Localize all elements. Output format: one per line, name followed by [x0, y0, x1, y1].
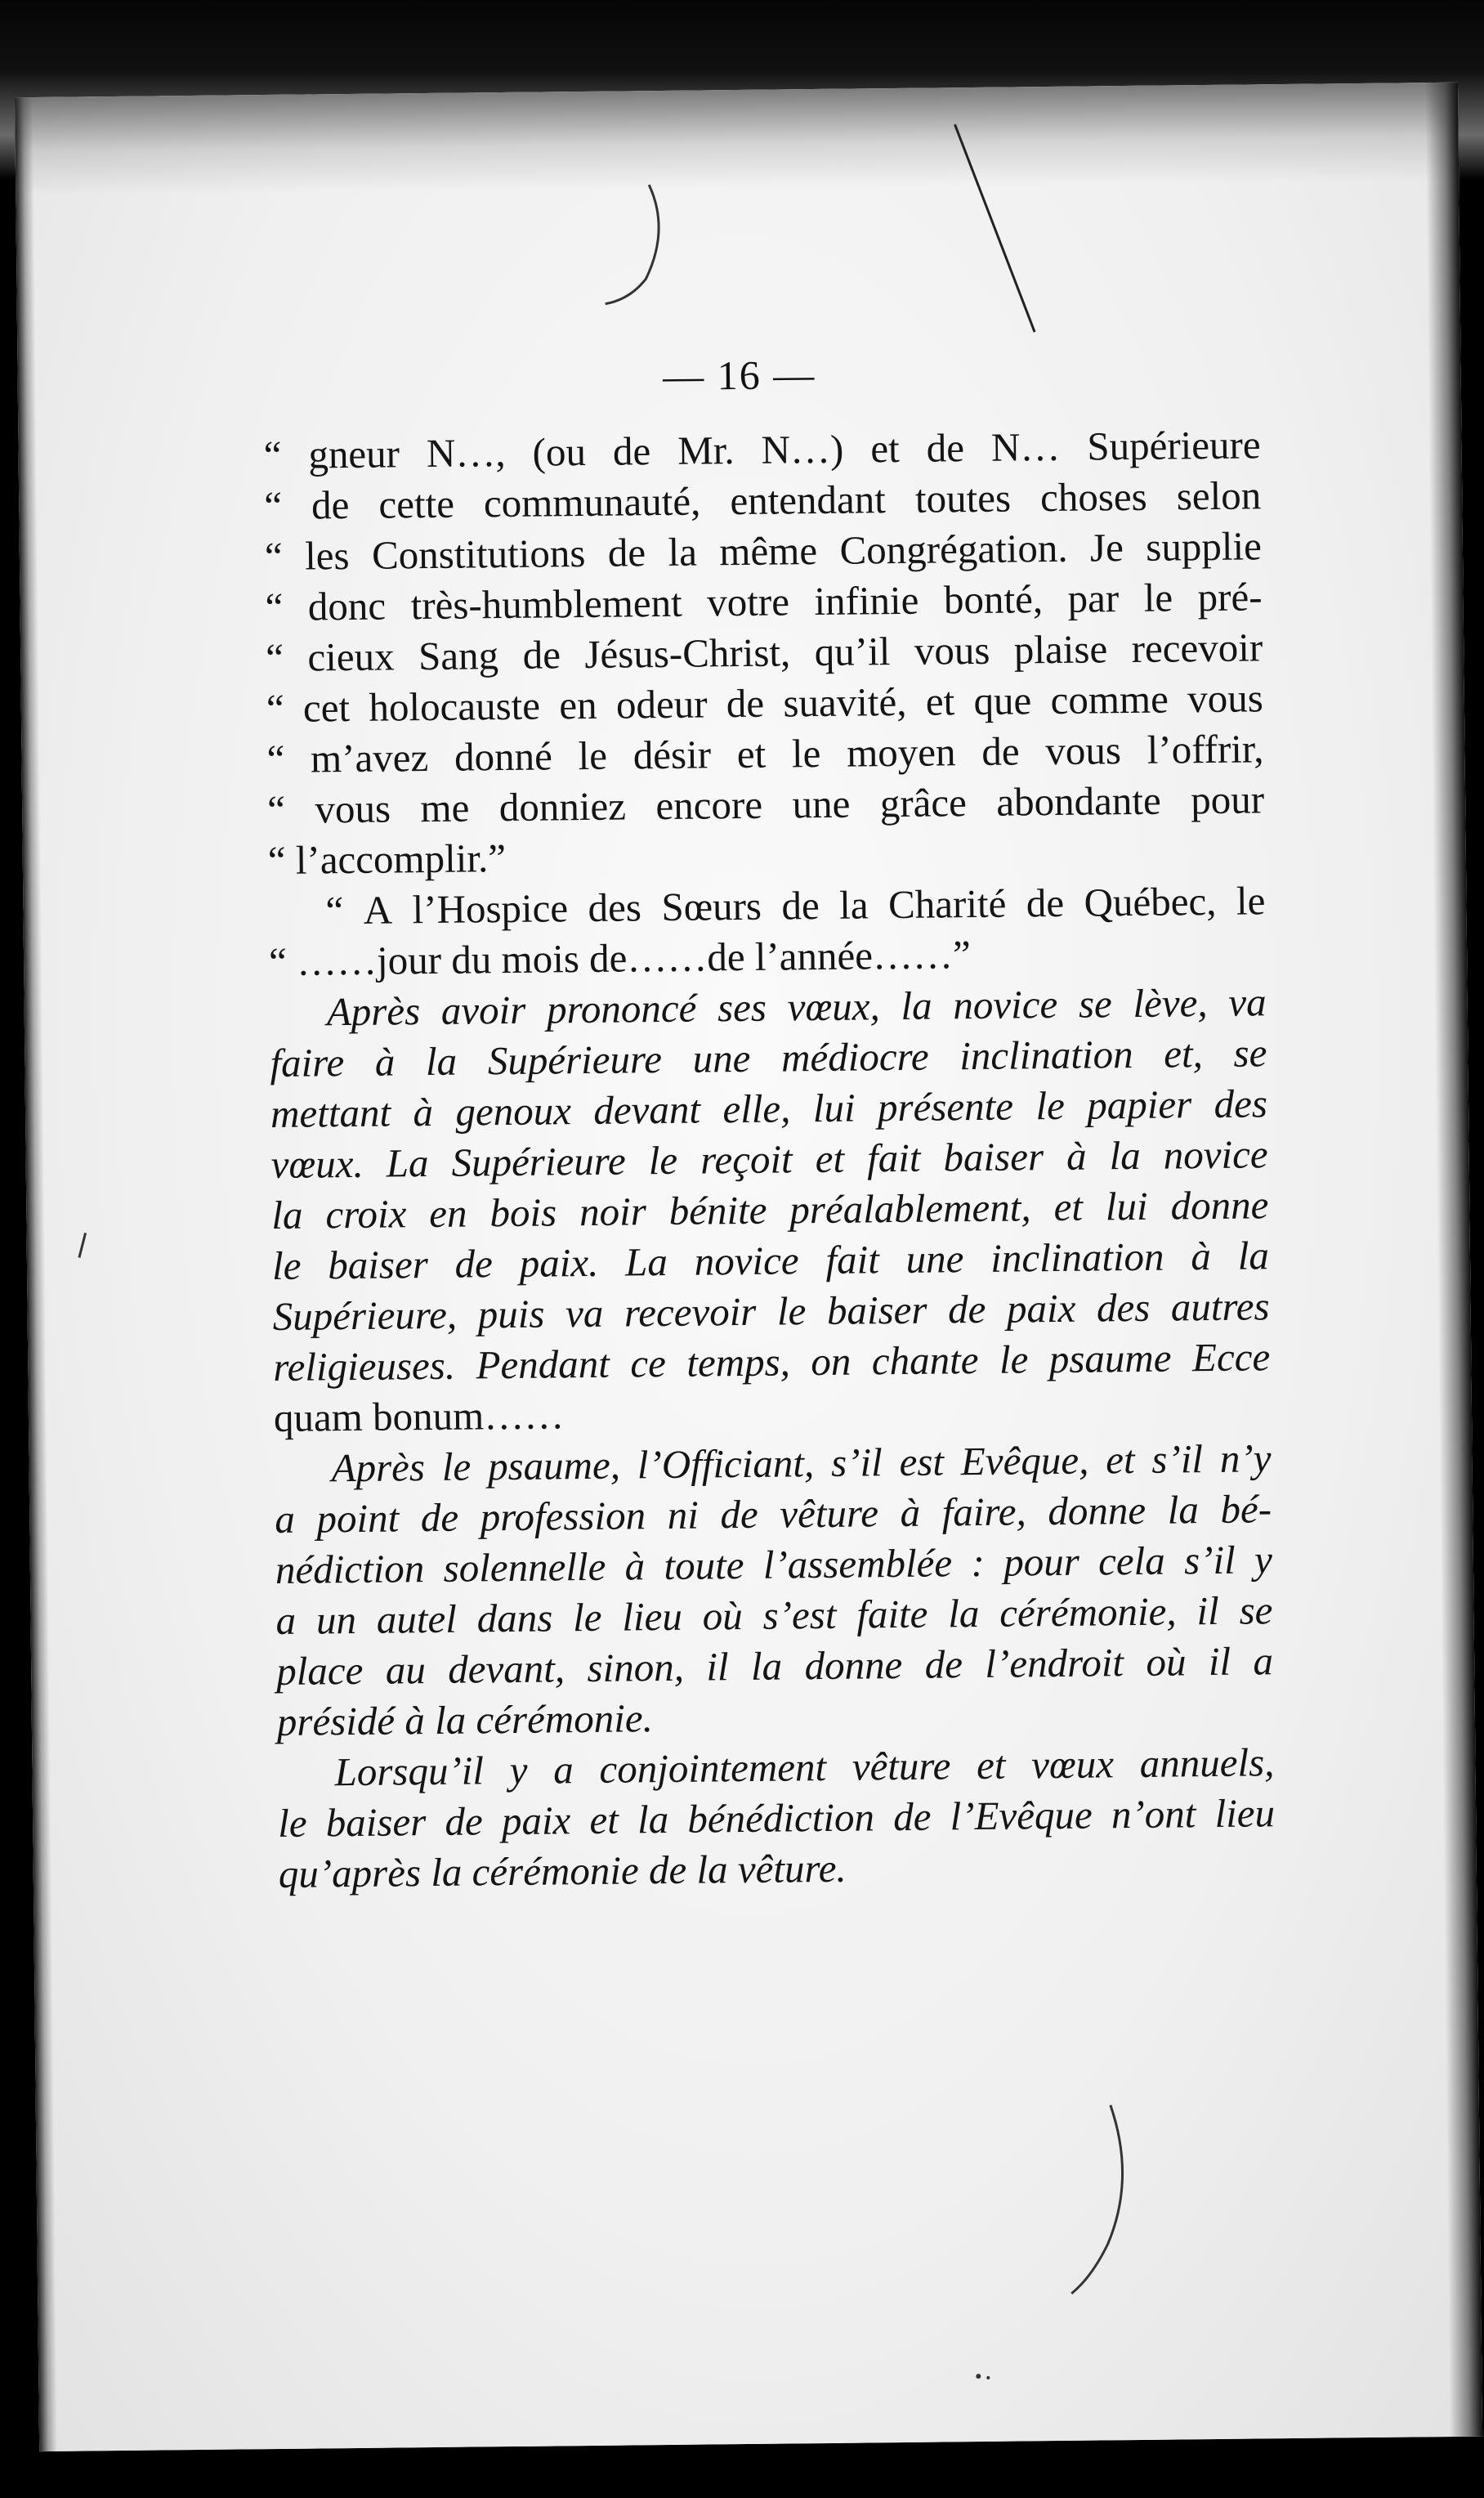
text-line: vœux. La Supérieure le reçoit et fait baiser à la novice — [270, 1131, 1268, 1188]
text-line: place au devant, sinon, il la donne de l’endroit où il a — [275, 1638, 1274, 1694]
text-line: nédiction solennelle à toute l’assemblée : pour cela s’il y — [275, 1537, 1273, 1593]
text-line: religieuses. Pendant ce temps, on chante le psaume Ecce — [273, 1334, 1271, 1390]
pencil-stroke-bottom — [1070, 2105, 1124, 2294]
text-line: Supérieure, puis va recevoir le baiser de paix des autres — [272, 1283, 1270, 1340]
text-line: “ les Constitutions de la même Congrégation. Je supplie — [264, 523, 1263, 580]
ink-speck — [976, 2374, 981, 2379]
text-line: le baiser de paix et la bénédiction de l’Evêque n’ont lieu — [277, 1790, 1276, 1846]
text-line: Lorsqu’il y a conjointement vêture et vœux annuels, — [334, 1739, 1275, 1795]
text-line: a point de profession ni de vêture à faire, donne la bé- — [274, 1486, 1272, 1542]
text-line: Après le psaume, l’Officiant, s’il est Evêque, et s’il n’y — [331, 1435, 1272, 1491]
text-line: la croix en bois noir bénite préalablement, et lui donne — [271, 1182, 1269, 1238]
text-line: “ cieux Sang de Jésus-Christ, qu’il vous plaise recevoir — [265, 624, 1263, 681]
pencil-stroke-diagonal — [954, 123, 1035, 333]
text-line: “ cet holocauste en odeur de suavité, et que comme vous — [266, 675, 1264, 732]
ink-speck — [986, 2376, 990, 2379]
body-text — [263, 419, 1276, 1900]
margin-mark — [79, 1233, 86, 1257]
text-line: “ gneur N…, (ou de Mr. N…) et de N… Supérieure — [263, 422, 1261, 478]
text-line: Après avoir prononcé ses vœux, la novice se lève, va — [326, 979, 1267, 1035]
text-line: “ A l’Hospice des Sœurs de la Charité de Québec, le — [325, 878, 1266, 933]
text-line: présidé à la cérémonie. — [276, 1695, 654, 1744]
text-line: “ l’accomplir.” — [267, 835, 507, 884]
text-line: “ vous me donniez encore une grâce abondante pour — [266, 777, 1265, 833]
text-line: “ de cette communauté, entendant toutes choses selon — [264, 472, 1262, 529]
text-line: mettant à genoux devant elle, lui présente le papier des — [270, 1081, 1268, 1137]
text-line: faire à la Supérieure une médiocre inclination et, se — [270, 1030, 1267, 1086]
text-line: quam bonum…… — [273, 1392, 565, 1441]
text-line: qu’après la cérémonie de la vêture. — [278, 1845, 847, 1896]
book-page — [15, 83, 1482, 2451]
text-line: le baiser de paix. La novice fait une inclination à la — [271, 1233, 1270, 1289]
text-line: “ donc très-humblement votre infinie bonté, par le pré- — [265, 574, 1263, 630]
page-number: — 16 — — [662, 351, 816, 399]
text-line: “ m’avez donné le désir et le moyen de vous l’offrir, — [266, 726, 1264, 782]
pencil-stroke-top — [604, 185, 659, 304]
text-line: “ ……jour du mois de……de l’année……” — [268, 932, 972, 985]
text-line: a un autel dans le lieu où s’est faite la cérémonie, il se — [275, 1587, 1273, 1644]
